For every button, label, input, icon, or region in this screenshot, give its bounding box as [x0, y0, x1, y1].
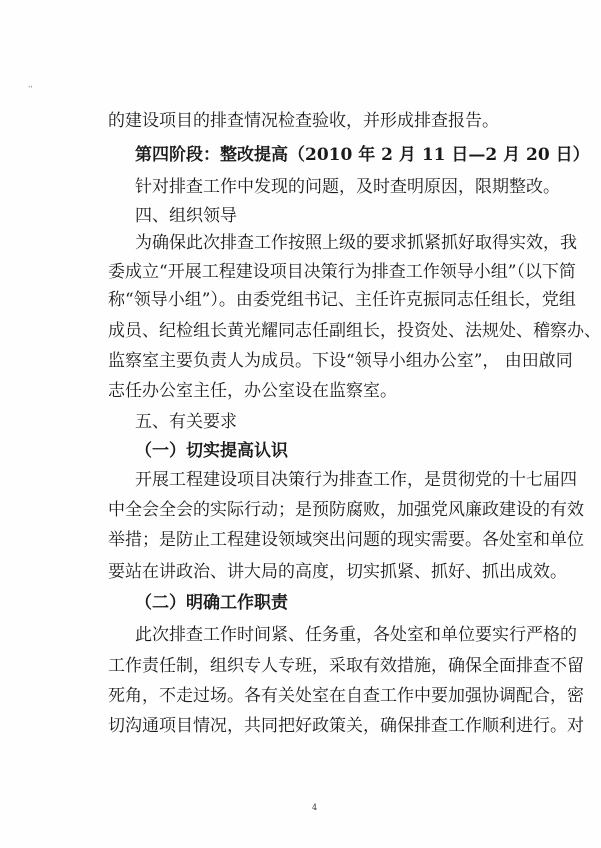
text-line: 此次排查工作时间紧、任务重，各处室和单位要实行严格的: [135, 625, 577, 645]
section-heading-organization: 四、组织领导: [135, 206, 237, 226]
stage-four-heading: 第四阶段：整改提高（2010 年 2 月 11 日—2 月 20 日）: [135, 145, 590, 165]
text-line: 的建设项目的排查情况检查验收，并形成排查报告。: [108, 111, 499, 131]
text-line: 工作责任制，组织专人专班，采取有效措施，确保全面排查不留: [108, 656, 584, 676]
text-line: 成员、纪检组长黄光耀同志任副组长，投资处、法规处、稽察办、: [108, 321, 601, 341]
page-number: 4: [312, 803, 318, 812]
subsection-heading-duties: （二）明确工作职责: [135, 593, 288, 613]
text-line: 针对排查工作中发现的问题，及时查明原因，限期整改。: [135, 177, 560, 197]
section-heading-requirements: 五、有关要求: [135, 412, 237, 432]
text-line: 中全会全会的实际行动；是预防腐败，加强党风廉政建设的有效: [108, 500, 584, 520]
text-line: 委成立“开展工程建设项目决策行为排查工作领导小组”（以下简: [108, 262, 576, 282]
text-line: 要站在讲政治、讲大局的高度，切实抓紧、抓好、抓出成效。: [108, 562, 567, 582]
text-line: 称“领导小组”）。由委党组书记、主任许克振同志任组长，党组: [108, 290, 576, 310]
text-line: 死角，不走过场。各有关处室在自查工作中要加强协调配合，密: [108, 686, 584, 706]
text-line: 举措；是防止工程建设领域突出问题的现实需要。各处室和单位: [108, 530, 584, 550]
text-line: 为确保此次排查工作按照上级的要求抓紧抓好取得实效，我: [135, 233, 577, 253]
text-line: 志任办公室主任，办公室设在监察室。: [108, 381, 397, 401]
text-line: 监察室主要负责人为成员。下设“领导小组办公室”， 由田啟同: [108, 351, 573, 371]
subsection-heading-awareness: （一）切实提高认识: [135, 441, 288, 461]
corner-mark: ‘‘: [28, 85, 33, 93]
text-line: 切沟通项目情况，共同把好政策关，确保排查工作顺利进行。对: [108, 716, 584, 736]
text-line: 开展工程建设项目决策行为排查工作，是贯彻党的十七届四: [135, 470, 577, 490]
